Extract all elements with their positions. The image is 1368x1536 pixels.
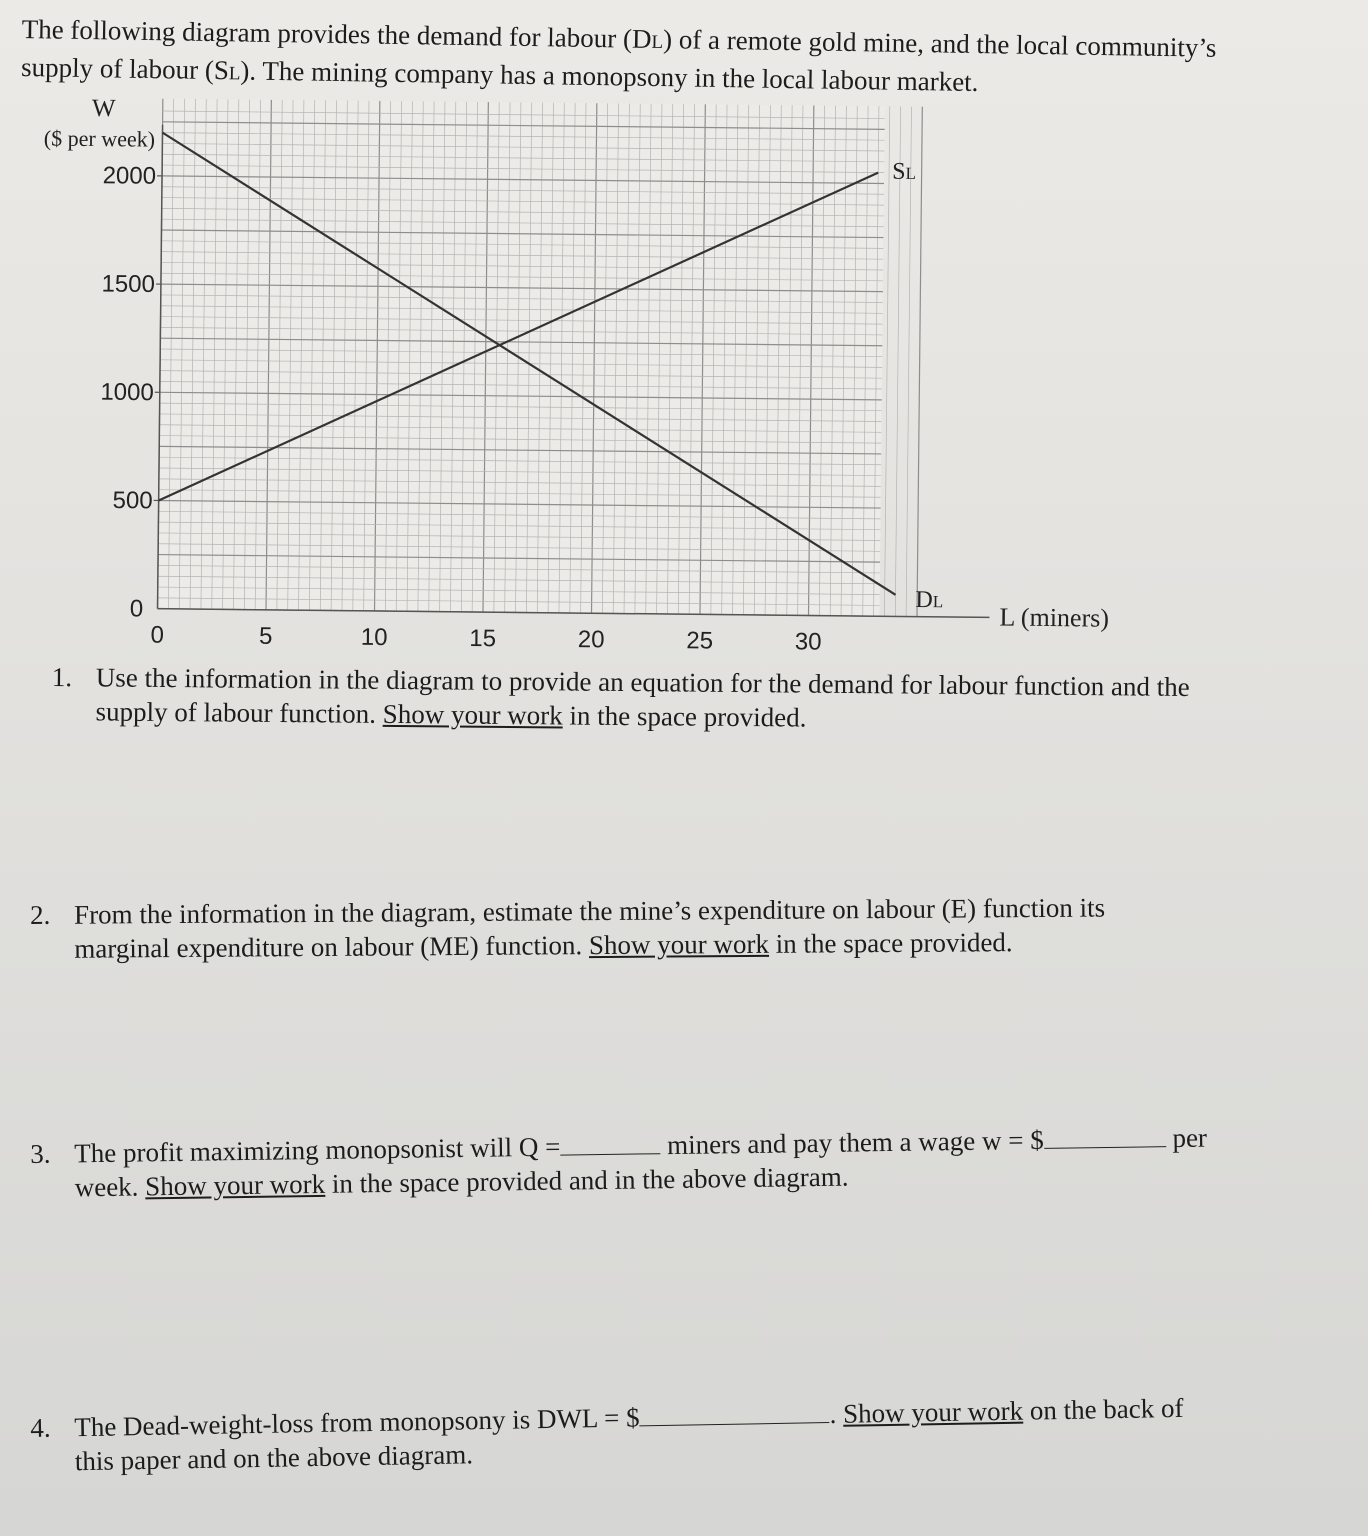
question-1-number: 1. [51, 661, 73, 693]
question-2-text-c: in the space provided. [775, 927, 1013, 959]
y-tick-label: 1500 [101, 270, 156, 299]
question-1 [51, 660, 1292, 739]
y-axis-label: W [91, 94, 116, 123]
y-axis-units: ($ per week) [43, 125, 156, 152]
x-tick-label: 15 [469, 624, 497, 653]
x-tick-label: 20 [577, 626, 605, 654]
question-2-number: 2. [30, 899, 51, 930]
x-tick-label: 5 [258, 622, 273, 650]
supply-curve-label: SL [892, 158, 917, 185]
x-tick-label: 25 [686, 627, 714, 655]
intro-line-2: supply of labour (SL). The mining company has a monopsony in the local labour market. [20, 51, 979, 98]
question-1-text-c: in the space provided. [569, 700, 807, 733]
demand-label-subscript: L [932, 592, 944, 612]
question-3-text-d: week. [74, 1171, 139, 1203]
x-tick-label: 0 [150, 621, 165, 649]
x-tick-label: 10 [360, 623, 388, 652]
show-work-1: Show your work [382, 698, 563, 731]
y-origin-label: 0 [129, 595, 144, 623]
quantity-blank[interactable] [560, 1127, 660, 1155]
show-work-4: Show your work [842, 1395, 1024, 1429]
grid-line-vertical [906, 107, 911, 617]
show-work-3: Show your work [144, 1168, 326, 1202]
question-3-text-b: miners and pay them a wage w = $ [666, 1124, 1044, 1161]
question-3 [30, 1118, 1341, 1205]
grid-line-vertical [917, 107, 922, 617]
intro-line-1: The following diagram provides the demand for labour (DL) of a remote gold mine, and the local community’s [21, 13, 1217, 63]
question-4-text-d: this paper and on the above diagram. [74, 1439, 474, 1477]
question-4-number: 4. [30, 1412, 51, 1443]
dwl-blank[interactable] [639, 1396, 829, 1426]
wage-blank[interactable] [1043, 1120, 1165, 1149]
labour-market-chart [0, 85, 1200, 678]
x-axis-label: L (miners) [999, 602, 1110, 633]
question-1-text-a: Use the information in the diagram to provide an equation for the demand for labour function and the [95, 662, 1190, 702]
question-2-text-a: From the information in the diagram, estimate the mine’s expenditure on labour (E) function its [74, 892, 1106, 930]
question-3-number: 3. [30, 1138, 51, 1169]
question-3-text-c: per [1172, 1122, 1208, 1154]
question-3-text-e: in the space provided and in the above diagram. [331, 1161, 849, 1199]
question-3-text-a: The profit maximizing monopsonist will Q = [74, 1131, 561, 1169]
question-4 [30, 1387, 1341, 1479]
x-tick-label: 30 [794, 628, 822, 656]
y-tick-label: 2000 [102, 162, 157, 190]
question-2 [30, 889, 1270, 966]
question-2-text-b: marginal expenditure on labour (ME) function. [74, 930, 583, 964]
supply-label-subscript: L [905, 163, 917, 183]
question-4-text-b: . [829, 1398, 837, 1430]
y-tick-label: 1000 [100, 378, 154, 407]
demand-curve-label: DL [915, 586, 944, 614]
question-4-text-a: The Dead-weight-loss from monopsony is DWL = $ [74, 1402, 640, 1443]
question-4-text-c: on the back of [1029, 1392, 1184, 1426]
show-work-2: Show your work [588, 928, 770, 961]
question-1-text-b: supply of labour function. [95, 696, 377, 729]
y-tick-label: 500 [112, 487, 153, 515]
grid-line-vertical [884, 106, 889, 616]
